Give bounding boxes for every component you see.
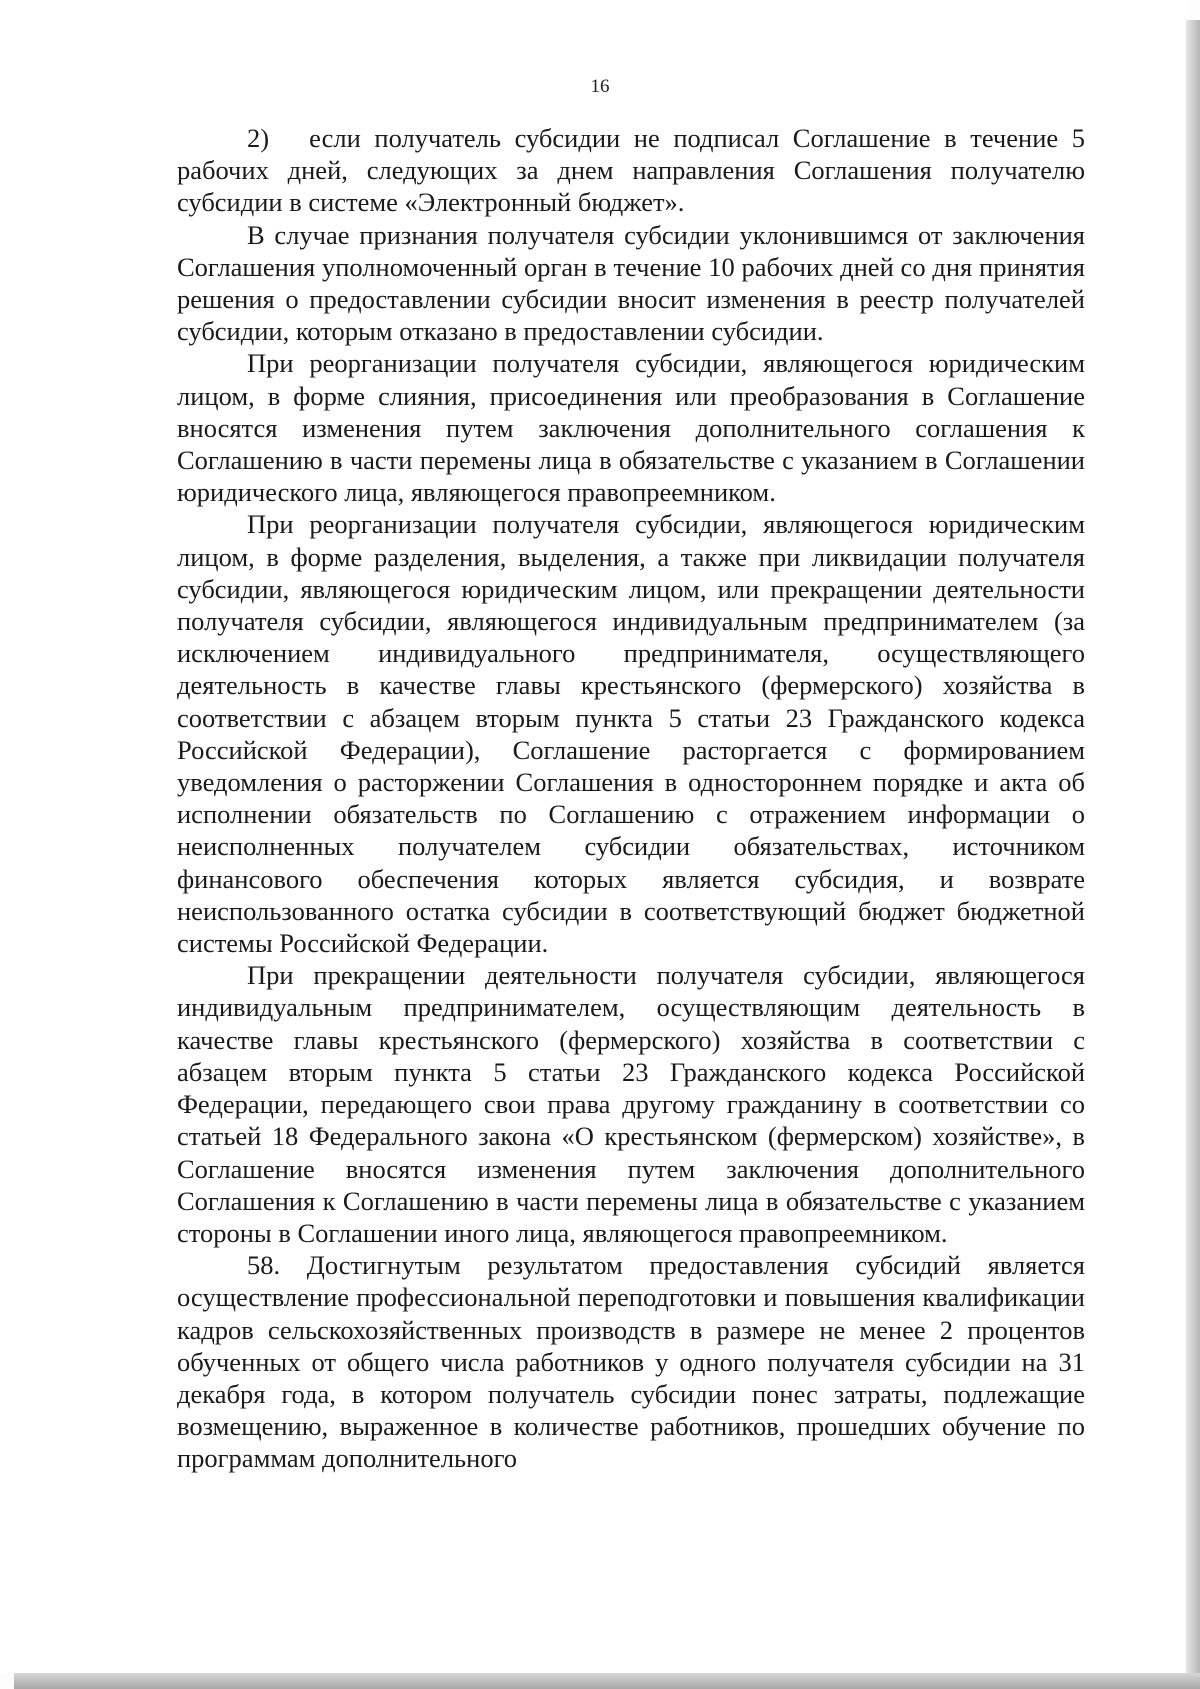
page-shadow-right [1186, 20, 1200, 1689]
paragraph: При прекращении деятельности получателя субсидии, являющегося индивидуальным предпринимателем, осуществляющим деятельность в качестве главы крестьянского (фермерского) хозяйства в соответствии с абзацем вторым пункта 5 статьи 23 Гражданского кодекса Российской Федерации, передающего свои права другому гражданину в соответствии со статьей 18 Федерального закона «О крестьянском (фермерском) хозяйстве», в Соглашение вносятся изменения путем заключения дополнительного Соглашения к Соглашению в части перемены лица в обязательстве с указанием стороны в Соглашении иного лица, являющегося правопреемником. [177, 960, 1085, 1248]
paragraph: При реорганизации получателя субсидии, являющегося юридическим лицом, в форме разделения, выделения, а также при ликвидации получателя субсидии, являющегося юридическим лицом, или прекращении деятельности получателя субсидии, являющегося индивидуальным предпринимателем (за исключением индивидуального предпринимателя, осуществляющего деятельность в качестве главы крестьянского (фермерского) хозяйства в соответствии с абзацем вторым пункта 5 статьи 23 Гражданского кодекса Российской Федерации), Соглашение расторгается с формированием уведомления о расторжении Соглашения в одностороннем порядке и акта об исполнении обязательств по Соглашению с отражением информации о неисполненных получателем субсидии обязательствах, источником финансового обеспечения которых является субсидия, и возврате неиспользованного остатка субсидии в соответствующий бюджет бюджетной системы Российской Федерации. [177, 509, 1085, 959]
paragraph: 58. Достигнутым результатом предоставления субсидий является осуществление профессиональной переподготовки и повышения квалификации кадров сельскохозяйственных производств в размере не менее 2 процентов обученных от общего числа работников у одного получателя субсидии на 31 декабря года, в котором получатель субсидии понес затраты, подлежащие возмещению, выраженное в количестве работников, прошедших обучение по программам дополнительного [177, 1250, 1085, 1474]
page-number: 16 [590, 76, 610, 97]
paragraph: В случае признания получателя субсидии уклонившимся от заключения Соглашения уполномоченный орган в течение 10 рабочих дней со дня принятия решения о предоставлении субсидии вносит изменения в реестр получателей субсидии, которым отказано в предоставлении субсидии. [177, 219, 1085, 347]
document-body [177, 122, 1085, 1475]
page-shadow-bottom [14, 1673, 1200, 1689]
paragraph: 2) если получатель субсидии не подписал Соглашение в течение 5 рабочих дней, следующих за днем направления Соглашения получателю субсидии в системе «Электронный бюджет». [177, 123, 1085, 218]
paragraph: При реорганизации получателя субсидии, являющегося юридическим лицом, в форме слияния, присоединения или преобразования в Соглашение вносятся изменения путем заключения дополнительного соглашения к Соглашению в части перемены лица в обязательстве с указанием в Соглашении юридического лица, являющегося правопреемником. [177, 348, 1085, 508]
